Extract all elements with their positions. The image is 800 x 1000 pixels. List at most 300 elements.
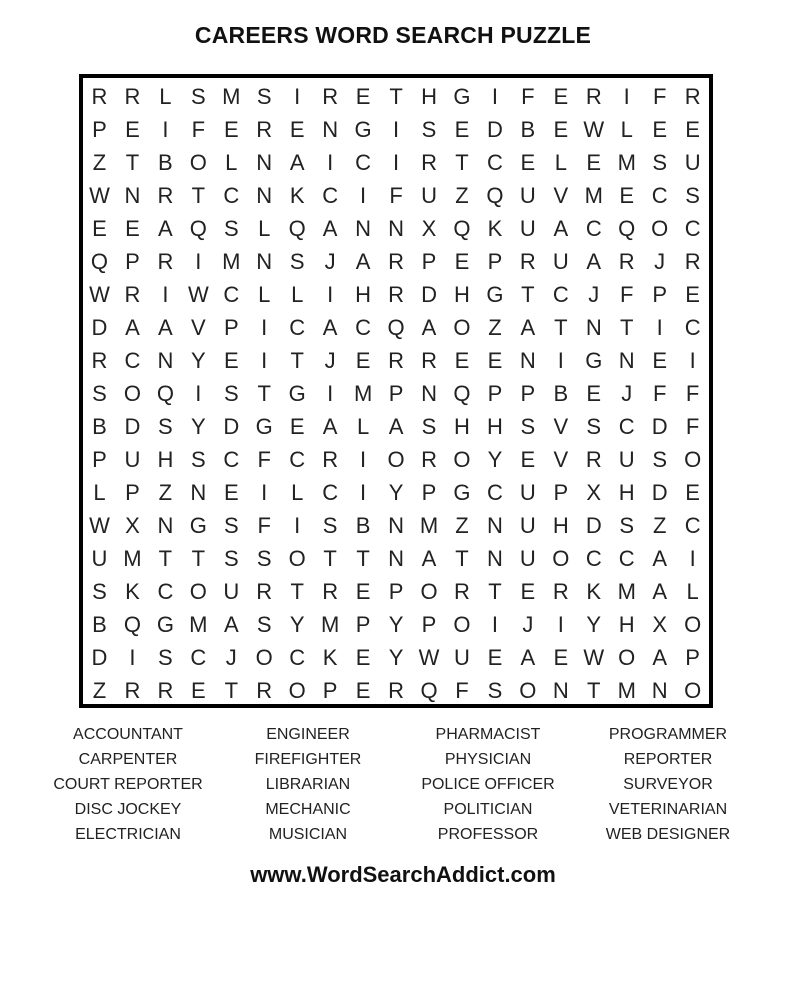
grid-letter: P [421, 612, 437, 637]
grid-letter: J [522, 612, 534, 637]
grid-letter: E [520, 150, 536, 175]
grid-letter: D [651, 480, 668, 505]
grid-letter: I [557, 348, 564, 373]
grid-letter: E [487, 348, 503, 373]
grid-letter: A [421, 315, 437, 340]
grid-letter: W [89, 513, 110, 538]
grid-letter: I [327, 381, 334, 406]
grid-letter: I [162, 282, 169, 307]
grid-letter: B [520, 117, 536, 142]
grid-letter: U [519, 216, 536, 241]
grid-letter: B [158, 150, 173, 175]
grid-letter: U [519, 183, 536, 208]
grid-letter: Q [618, 216, 636, 241]
grid-letter: F [521, 84, 535, 109]
grid-letter: F [685, 381, 700, 406]
grid-letter: V [553, 183, 569, 208]
grid-letter: A [520, 645, 536, 670]
grid-letter: T [554, 315, 568, 340]
grid-letter: I [294, 84, 301, 109]
grid-letter: R [157, 183, 174, 208]
grid-letter: S [223, 381, 239, 406]
grid-letter: O [684, 678, 702, 703]
grid-letter: N [585, 315, 602, 340]
grid-letter: Y [388, 612, 404, 637]
grid-letter: R [256, 678, 273, 703]
grid-letter: E [520, 579, 536, 604]
grid-letter: Z [455, 183, 469, 208]
grid-row [83, 245, 709, 278]
grid-letter: Q [486, 183, 504, 208]
grid-letter: E [190, 678, 206, 703]
grid-letter: R [684, 84, 701, 109]
grid-letter: C [684, 315, 701, 340]
grid-letter: N [486, 546, 503, 571]
grid-letter: M [617, 579, 636, 604]
grid-letter: K [322, 645, 338, 670]
grid-letter: O [255, 645, 273, 670]
grid-letter: C [618, 414, 635, 439]
grid-letter: P [421, 249, 437, 274]
grid-letter: R [684, 249, 701, 274]
grid-letter: T [257, 381, 271, 406]
grid-letter: S [586, 414, 602, 439]
grid-letter: G [486, 282, 504, 307]
grid-letter: R [124, 678, 141, 703]
grid-letter: J [324, 348, 336, 373]
grid-letter: H [486, 414, 503, 439]
grid-letter: C [157, 579, 174, 604]
grid-letter: F [620, 282, 634, 307]
grid-letter: Y [586, 612, 602, 637]
grid-letter: N [388, 546, 404, 571]
grid-letter: E [355, 84, 371, 109]
grid-letter: Z [488, 315, 502, 340]
grid-letter: S [223, 546, 239, 571]
grid-letter: T [158, 546, 173, 571]
grid-letter: U [519, 513, 536, 538]
grid-row [83, 311, 709, 344]
grid-letter: P [421, 480, 437, 505]
grid-letter: N [618, 348, 635, 373]
grid-letter: U [618, 447, 635, 472]
grid-letter: E [223, 480, 239, 505]
grid-letter: W [187, 282, 209, 307]
grid-letter: S [652, 150, 668, 175]
grid-letter: S [322, 513, 338, 538]
grid-letter: H [618, 612, 635, 637]
word-list-item: PHYSICIAN [444, 751, 532, 768]
grid-letter: C [223, 282, 240, 307]
grid-letter: U [519, 480, 536, 505]
grid-letter: P [125, 480, 140, 505]
grid-letter: C [486, 150, 503, 175]
grid-letter: Q [453, 381, 471, 406]
word-list [38, 722, 758, 847]
grid-letter: S [223, 216, 239, 241]
grid-letter: I [360, 183, 367, 208]
grid-letter: C [289, 645, 306, 670]
website-footer: www.WordSearchAddict.com [250, 862, 556, 887]
grid-letter: E [619, 183, 635, 208]
grid-letter: R [322, 84, 339, 109]
grid-letter: E [553, 117, 569, 142]
grid-letter: R [91, 348, 108, 373]
grid-letter: I [392, 150, 400, 175]
grid-letter: N [388, 216, 404, 241]
grid-letter: O [453, 612, 471, 637]
grid-letter: G [453, 480, 471, 505]
grid-letter: R [585, 84, 602, 109]
grid-row [83, 179, 709, 212]
grid-letter: T [455, 546, 469, 571]
grid-letter: S [256, 546, 272, 571]
grid-letter: A [322, 315, 338, 340]
grid-letter: C [355, 315, 372, 340]
grid-letter: T [389, 84, 403, 109]
word-list-item: ELECTRICIAN [75, 826, 181, 843]
grid-letter: T [587, 678, 601, 703]
grid-letter: S [685, 183, 700, 208]
grid-letter: C [289, 315, 306, 340]
grid-letter: T [125, 150, 140, 175]
grid-row [83, 410, 709, 443]
grid-letter: Q [123, 612, 141, 637]
grid-letter: O [189, 579, 207, 604]
word-list-item: POLICE OFFICER [421, 776, 555, 793]
grid-row [83, 443, 709, 476]
grid-letter: C [190, 645, 207, 670]
word-list-item: REPORTER [623, 751, 713, 768]
grid-letter: C [355, 150, 372, 175]
grid-letter: Q [420, 678, 438, 703]
grid-letter: I [162, 117, 169, 142]
grid-letter: W [583, 117, 605, 142]
grid-letter: F [257, 513, 271, 538]
grid-letter: I [360, 447, 367, 472]
grid-letter: X [586, 480, 602, 505]
grid-letter: R [322, 447, 339, 472]
grid-letter: T [323, 546, 337, 571]
grid-letter: J [324, 249, 336, 274]
grid-letter: R [421, 348, 437, 373]
grid-letter: Y [190, 348, 206, 373]
grid-letter: F [389, 183, 403, 208]
grid-letter: E [125, 117, 140, 142]
grid-letter: U [684, 150, 701, 175]
grid-letter: S [190, 84, 206, 109]
word-list-item: FIREFIGHTER [254, 751, 362, 768]
word-list-item: ENGINEER [266, 726, 350, 743]
grid-letter: I [327, 282, 334, 307]
grid-letter: S [520, 414, 536, 439]
grid-letter: A [586, 249, 602, 274]
grid-letter: F [191, 117, 206, 142]
grid-letter: S [223, 513, 239, 538]
grid-letter: C [289, 447, 306, 472]
grid-letter: Y [190, 414, 206, 439]
grid-letter: R [519, 249, 536, 274]
grid-letter: Q [90, 249, 109, 274]
grid-letter: Q [288, 216, 306, 241]
grid-letter: I [195, 381, 202, 406]
grid-letter: O [552, 546, 570, 571]
grid-letter: N [322, 117, 339, 142]
grid-row [83, 212, 709, 245]
grid-letter: E [125, 216, 140, 241]
grid-letter: A [355, 249, 371, 274]
grid-letter: O [684, 447, 702, 472]
grid-letter: X [652, 612, 668, 637]
grid-letter: P [355, 612, 371, 637]
grid-letter: D [651, 414, 668, 439]
grid-letter: A [652, 546, 668, 571]
grid-letter: L [225, 150, 238, 175]
grid-letter: E [92, 216, 107, 241]
grid-letter: C [684, 513, 701, 538]
word-list-column [38, 722, 218, 847]
grid-letter: C [322, 480, 339, 505]
grid-letter: C [124, 348, 141, 373]
puzzle-grid-border [79, 74, 713, 708]
grid-letter: K [586, 579, 602, 604]
grid-letter: M [617, 150, 636, 175]
word-list-item: WEB DESIGNER [605, 826, 731, 843]
grid-letter: R [91, 84, 108, 109]
word-list-column [218, 722, 398, 847]
grid-letter: N [486, 513, 503, 538]
grid-letter: G [585, 348, 603, 373]
grid-letter: S [652, 447, 668, 472]
grid-letter: K [125, 579, 140, 604]
grid-letter: M [419, 513, 439, 538]
grid-letter: Y [487, 447, 503, 472]
grid-letter: G [288, 381, 306, 406]
grid-letter: W [89, 183, 110, 208]
grid-letter: B [92, 612, 107, 637]
grid-letter: M [320, 612, 340, 637]
grid-letter: N [190, 480, 207, 505]
grid-letter: L [291, 480, 304, 505]
grid-letter: O [387, 447, 405, 472]
grid-letter: B [92, 414, 107, 439]
grid-letter: U [421, 183, 437, 208]
grid-letter: N [519, 348, 536, 373]
grid-letter: L [686, 579, 699, 604]
grid-letter: P [487, 381, 503, 406]
grid-row [83, 509, 709, 542]
grid-letter: N [157, 348, 174, 373]
grid-letter: R [388, 282, 404, 307]
grid-letter: E [355, 678, 371, 703]
grid-letter: N [651, 678, 668, 703]
grid-letter: E [685, 282, 700, 307]
grid-letter: R [124, 282, 141, 307]
grid-letter: P [520, 381, 536, 406]
grid-letter: E [520, 447, 536, 472]
grid-letter: S [289, 249, 305, 274]
word-list-item: VETERINARIAN [608, 801, 728, 818]
grid-letter: O [288, 678, 306, 703]
grid-letter: E [586, 150, 602, 175]
grid-letter: S [487, 678, 503, 703]
grid-letter: Y [289, 612, 305, 637]
grid-letter: H [421, 84, 437, 109]
grid-letter: N [157, 513, 174, 538]
grid-letter: L [258, 282, 271, 307]
grid-letter: R [618, 249, 635, 274]
grid-letter: E [355, 645, 371, 670]
grid-letter: L [356, 414, 370, 439]
grid-letter: U [552, 249, 569, 274]
word-list-item: SURVEYOR [623, 776, 713, 793]
grid-letter: C [552, 282, 569, 307]
grid-letter: P [553, 480, 569, 505]
grid-letter: E [652, 117, 668, 142]
grid-letter: H [552, 513, 569, 538]
grid-letter: T [224, 678, 239, 703]
grid-letter: J [621, 381, 633, 406]
grid-letter: E [586, 381, 602, 406]
grid-letter: C [322, 183, 339, 208]
grid-letter: K [487, 216, 503, 241]
grid-letter: O [420, 579, 438, 604]
grid-letter: A [158, 315, 173, 340]
grid-letter: I [195, 249, 202, 274]
grid-letter: E [223, 117, 239, 142]
grid-letter: D [421, 282, 437, 307]
grid-letter: B [355, 513, 371, 538]
grid-letter: C [651, 183, 668, 208]
grid-letter: U [223, 579, 240, 604]
grid-letter: O [288, 546, 306, 571]
grid-letter: O [453, 315, 471, 340]
grid-letter: I [360, 480, 367, 505]
word-list-item: CARPENTER [78, 751, 178, 768]
grid-letter: S [158, 414, 173, 439]
grid-letter: E [289, 414, 305, 439]
grid-letter: A [322, 414, 338, 439]
grid-letter: N [421, 381, 437, 406]
grid-letter: Z [652, 513, 667, 538]
grid-letter: Q [156, 381, 174, 406]
grid-letter: G [156, 612, 174, 637]
grid-row [83, 542, 709, 575]
grid-letter: R [157, 249, 174, 274]
grid-letter: P [92, 447, 107, 472]
grid-letter: P [685, 645, 700, 670]
grid-letter: L [291, 282, 304, 307]
grid-letter: C [585, 546, 602, 571]
grid-row [83, 641, 709, 674]
grid-letter: Q [453, 216, 471, 241]
grid-letter: L [554, 150, 567, 175]
grid-row [83, 674, 709, 707]
grid-letter: M [617, 678, 636, 703]
word-list-item: LIBRARIAN [265, 776, 351, 793]
grid-letter: Z [92, 678, 107, 703]
grid-letter: R [388, 348, 404, 373]
grid-letter: H [454, 414, 470, 439]
grid-letter: A [322, 216, 338, 241]
grid-letter: U [91, 546, 108, 571]
grid-letter: I [491, 84, 498, 109]
grid-letter: Z [455, 513, 469, 538]
grid-letter: E [454, 117, 470, 142]
grid-letter: O [651, 216, 669, 241]
grid-letter: T [455, 150, 469, 175]
grid-letter: H [355, 282, 372, 307]
grid-letter: G [354, 117, 372, 142]
grid-letter: M [222, 249, 241, 274]
grid-row [83, 113, 709, 146]
grid-letter: I [327, 150, 334, 175]
grid-letter: O [618, 645, 636, 670]
grid-letter: R [421, 150, 437, 175]
grid-letter: H [618, 480, 635, 505]
grid-letter: P [388, 381, 404, 406]
grid-row [83, 80, 709, 113]
grid-letter: N [552, 678, 569, 703]
grid-letter: E [553, 84, 569, 109]
letter-grid [83, 80, 709, 706]
grid-letter: F [685, 414, 700, 439]
grid-letter: T [191, 546, 206, 571]
grid-letter: I [557, 612, 564, 637]
grid-letter: O [123, 381, 141, 406]
grid-letter: O [189, 150, 207, 175]
grid-letter: N [256, 150, 273, 175]
grid-row [83, 278, 709, 311]
grid-letter: C [585, 216, 602, 241]
grid-letter: R [124, 84, 141, 109]
grid-letter: R [421, 447, 437, 472]
grid-letter: M [584, 183, 603, 208]
grid-letter: E [652, 348, 668, 373]
grid-letter: I [392, 117, 400, 142]
grid-letter: P [223, 315, 239, 340]
grid-letter: H [454, 282, 470, 307]
grid-letter: E [454, 249, 470, 274]
grid-letter: E [223, 348, 239, 373]
grid-letter: L [258, 216, 271, 241]
grid-letter: D [585, 513, 602, 538]
grid-letter: Z [92, 150, 107, 175]
grid-letter: E [553, 645, 569, 670]
grid-letter: S [619, 513, 635, 538]
word-list-item: MUSICIAN [268, 826, 348, 843]
grid-letter: Q [189, 216, 207, 241]
grid-letter: E [685, 117, 700, 142]
grid-letter: L [93, 480, 106, 505]
grid-letter: T [290, 579, 304, 604]
word-list-item: PROFESSOR [437, 826, 539, 843]
word-list-item: DISC JOCKEY [74, 801, 182, 818]
grid-letter: S [256, 612, 272, 637]
grid-letter: J [588, 282, 600, 307]
grid-row [83, 476, 709, 509]
grid-letter: S [421, 117, 437, 142]
grid-letter: S [158, 645, 173, 670]
grid-row [83, 575, 709, 608]
grid-letter: Q [387, 315, 405, 340]
grid-letter: R [388, 678, 404, 703]
grid-letter: O [453, 447, 471, 472]
word-list-column [578, 722, 758, 847]
grid-letter: N [124, 183, 141, 208]
grid-letter: U [454, 645, 470, 670]
grid-letter: T [620, 315, 634, 340]
